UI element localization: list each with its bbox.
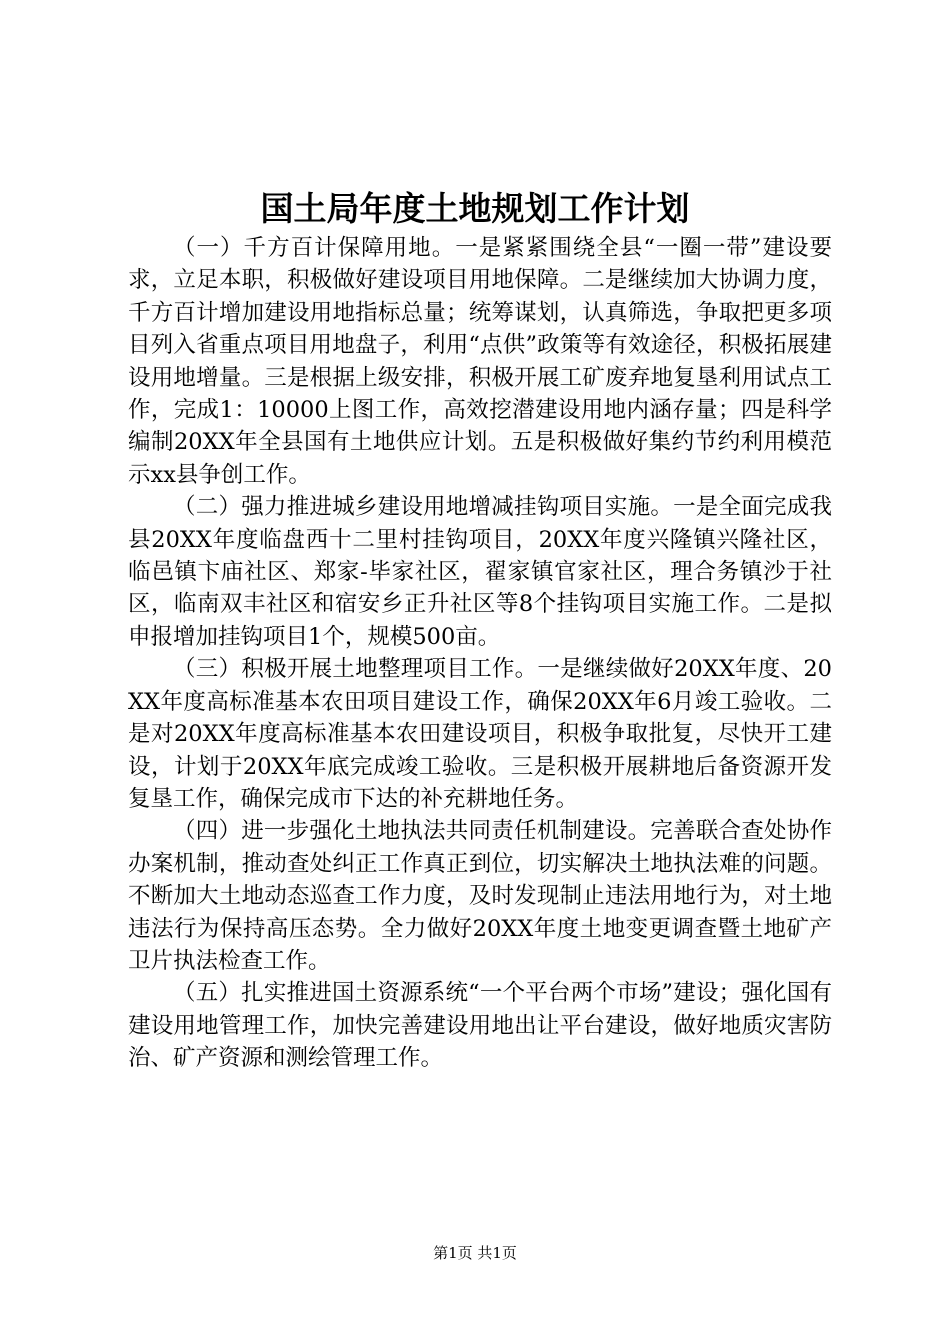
paragraph-2: （二）强力推进城乡建设用地增减挂钩项目实施。一是全面完成我县20XX年度临盘西十二里村挂钩项目，20XX年度兴隆镇兴隆社区，临邑镇卞庙社区、郑家-毕家社区，翟家镇官家社区，理合务镇沙于社区，临南双丰社区和宿安乡正升社区等8个挂钩项目实施工作。二是拟申报增加挂钩项目1个，规模500亩。: [128, 494, 832, 650]
paragraph-1: （一）千方百计保障用地。一是紧紧围绕全县“一圈一带”建设要求，立足本职，积极做好建设项目用地保障。二是继续加大协调力度，千方百计增加建设用地指标总量；统筹谋划，认真筛选，争取把更多项目列入省重点项目用地盘子，利用“点供”政策等有效途径，积极拓展建设用地增量。三是根据上级安排，积极开展工矿废弃地复垦利用试点工作，完成1：10000上图工作，高效挖潜建设用地内涵存量；四是科学编制20XX年全县国有土地供应计划。五是积极做好集约节约利用模范示xx县争创工作。: [128, 235, 832, 488]
document-body: [128, 232, 832, 1075]
paragraph-5: （五）扎实推进国土资源系统“一个平台两个市场”建设；强化国有建设用地管理工作，加快完善建设用地出让平台建设，做好地质灾害防治、矿产资源和测绘管理工作。: [128, 980, 832, 1072]
paragraph-3: （三）积极开展土地整理项目工作。一是继续做好20XX年度、20XX年度高标准基本农田项目建设工作，确保20XX年6月竣工验收。二是对20XX年度高标准基本农田建设项目，积极争取批复，尽快开工建设，计划于20XX年底完成竣工验收。三是积极开展耕地后备资源开发复垦工作，确保完成市下达的补充耕地任务。: [128, 656, 832, 812]
paragraph-4: （四）进一步强化土地执法共同责任机制建设。完善联合查处协作办案机制，推动查处纠正工作真正到位，切实解决土地执法难的问题。不断加大土地动态巡查工作力度，及时发现制止违法用地行为，对土地违法行为保持高压态势。全力做好20XX年度土地变更调查暨土地矿产卫片执法检查工作。: [128, 818, 832, 974]
page-number-footer: 第1页 共1页: [433, 1244, 517, 1262]
document-title: 国土局年度土地规划工作计划: [260, 189, 690, 228]
